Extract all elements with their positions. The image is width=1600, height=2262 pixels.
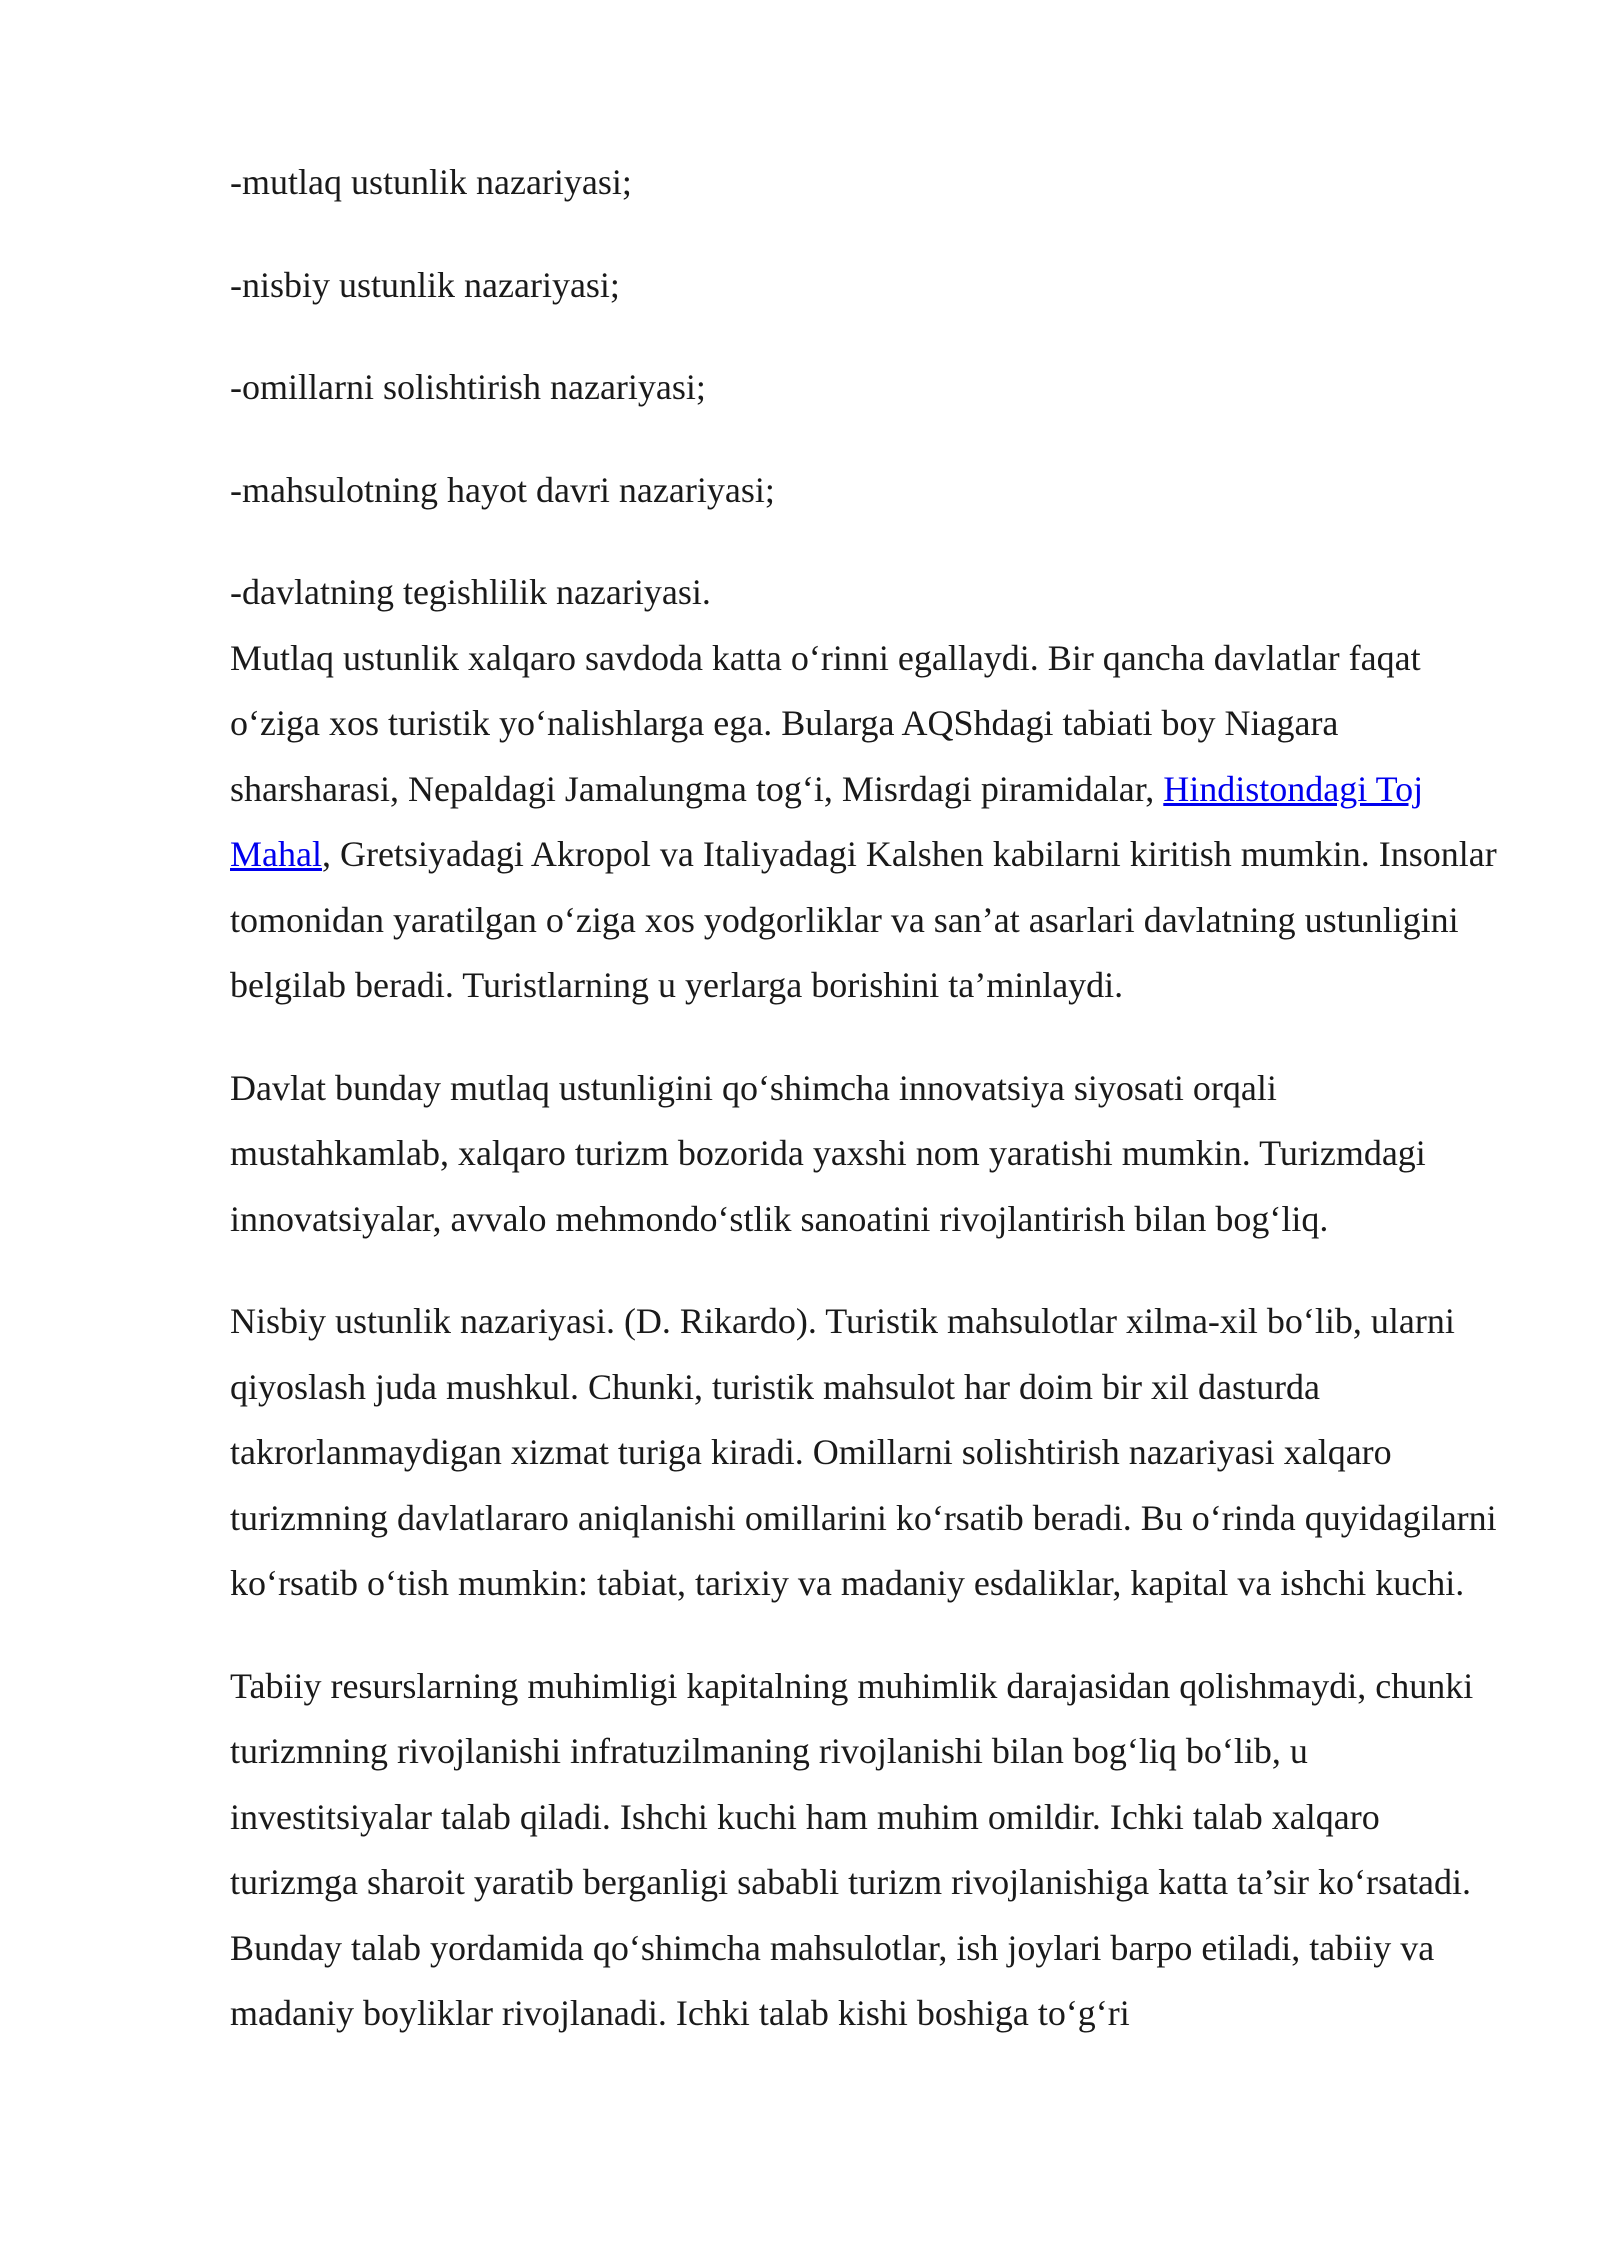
list-item-2: -nisbiy ustunlik nazariyasi; [230,264,620,305]
taj-mahal-link[interactable]: Hindistondagi Toj Mahal [230,768,1424,874]
list-item-1: -mutlaq ustunlik nazariyasi; [230,162,632,202]
paragraph-1 [230,626,1500,1019]
paragraph-1-text-before: Mutlaq ustunlik xalqaro savdoda katta o‘rinni egallaydi. Bir qancha davlatlar faqat o‘ziga xos turistik yo‘nalishlarga ega. Bularga AQShdagi tabiati boy Niagara sharsharasi, Nepaldagi Jamalungma tog‘i, Misrdagi piramidalar, [230,637,1421,809]
document-page [230,150,1500,2084]
paragraph-3: Nisbiy ustunlik nazariyasi. (D. Rikardo). Turistik mahsulotlar xilma-xil bo‘lib, ularni qiyoslash juda mushkul. Chunki, turistik mahsulot har doim bir xil dasturda takrorlanmaydigan xizmat turiga kiradi. Omillarni solishtirish nazariyasi xalqaro turizmning davlatlararo aniqlanishi omillarini ko‘rsatib beradi. Bu o‘rinda quyidagilarni ko‘rsatib o‘tish mumkin: tabiat, tarixiy va madaniy esdaliklar, kapital va ishchi kuchi. [230,1301,1497,1603]
paragraph-1-text-after: , Gretsiyadagi Akropol va Italiyadagi Kalshen kabilarni kiritish mumkin. Insonlar tomonidan yaratilgan o‘ziga xos yodgorliklar va san’at asarlari davlatning ustunligini belgilab beradi. Turistlarning u yerlarga borishini ta’minlaydi. [230,834,1497,1005]
list-item-5: -davlatning tegishlilik nazariyasi. [230,572,711,612]
paragraph-2: Davlat bunday mutlaq ustunligini qo‘shimcha innovatsiya siyosati orqali mustahkamlab, xalqaro turizm bozorida yaxshi nom yaratishi mumkin. Turizmdagi innovatsiyalar, avvalo mehmondo‘stlik sanoatini rivojlantirish bilan bog‘liq. [230,1067,1426,1239]
list-item-4: -mahsulotning hayot davri nazariyasi; [230,469,775,510]
paragraph-4: Tabiiy resurslarning muhimligi kapitalning muhimlik darajasidan qolishmaydi, chunki turizmning rivojlanishi infratuzilmaning rivojlanishi bilan bog‘liq bo‘lib, u investitsiyalar talab qiladi. Ishchi kuchi ham muhim omildir. Ichki talab xalqaro turizmga sharoit yaratib berganligi sababli turizm rivojlanishiga katta ta’sir ko‘rsatadi. Bunday talab yordamida qo‘shimcha mahsulotlar, ish joylari barpo etiladi, tabiiy va madaniy boyliklar rivojlanadi. Ichki talab kishi boshiga to‘g‘ri [230,1665,1474,2033]
list-item-3: -omillarni solishtirish nazariyasi; [230,367,706,407]
